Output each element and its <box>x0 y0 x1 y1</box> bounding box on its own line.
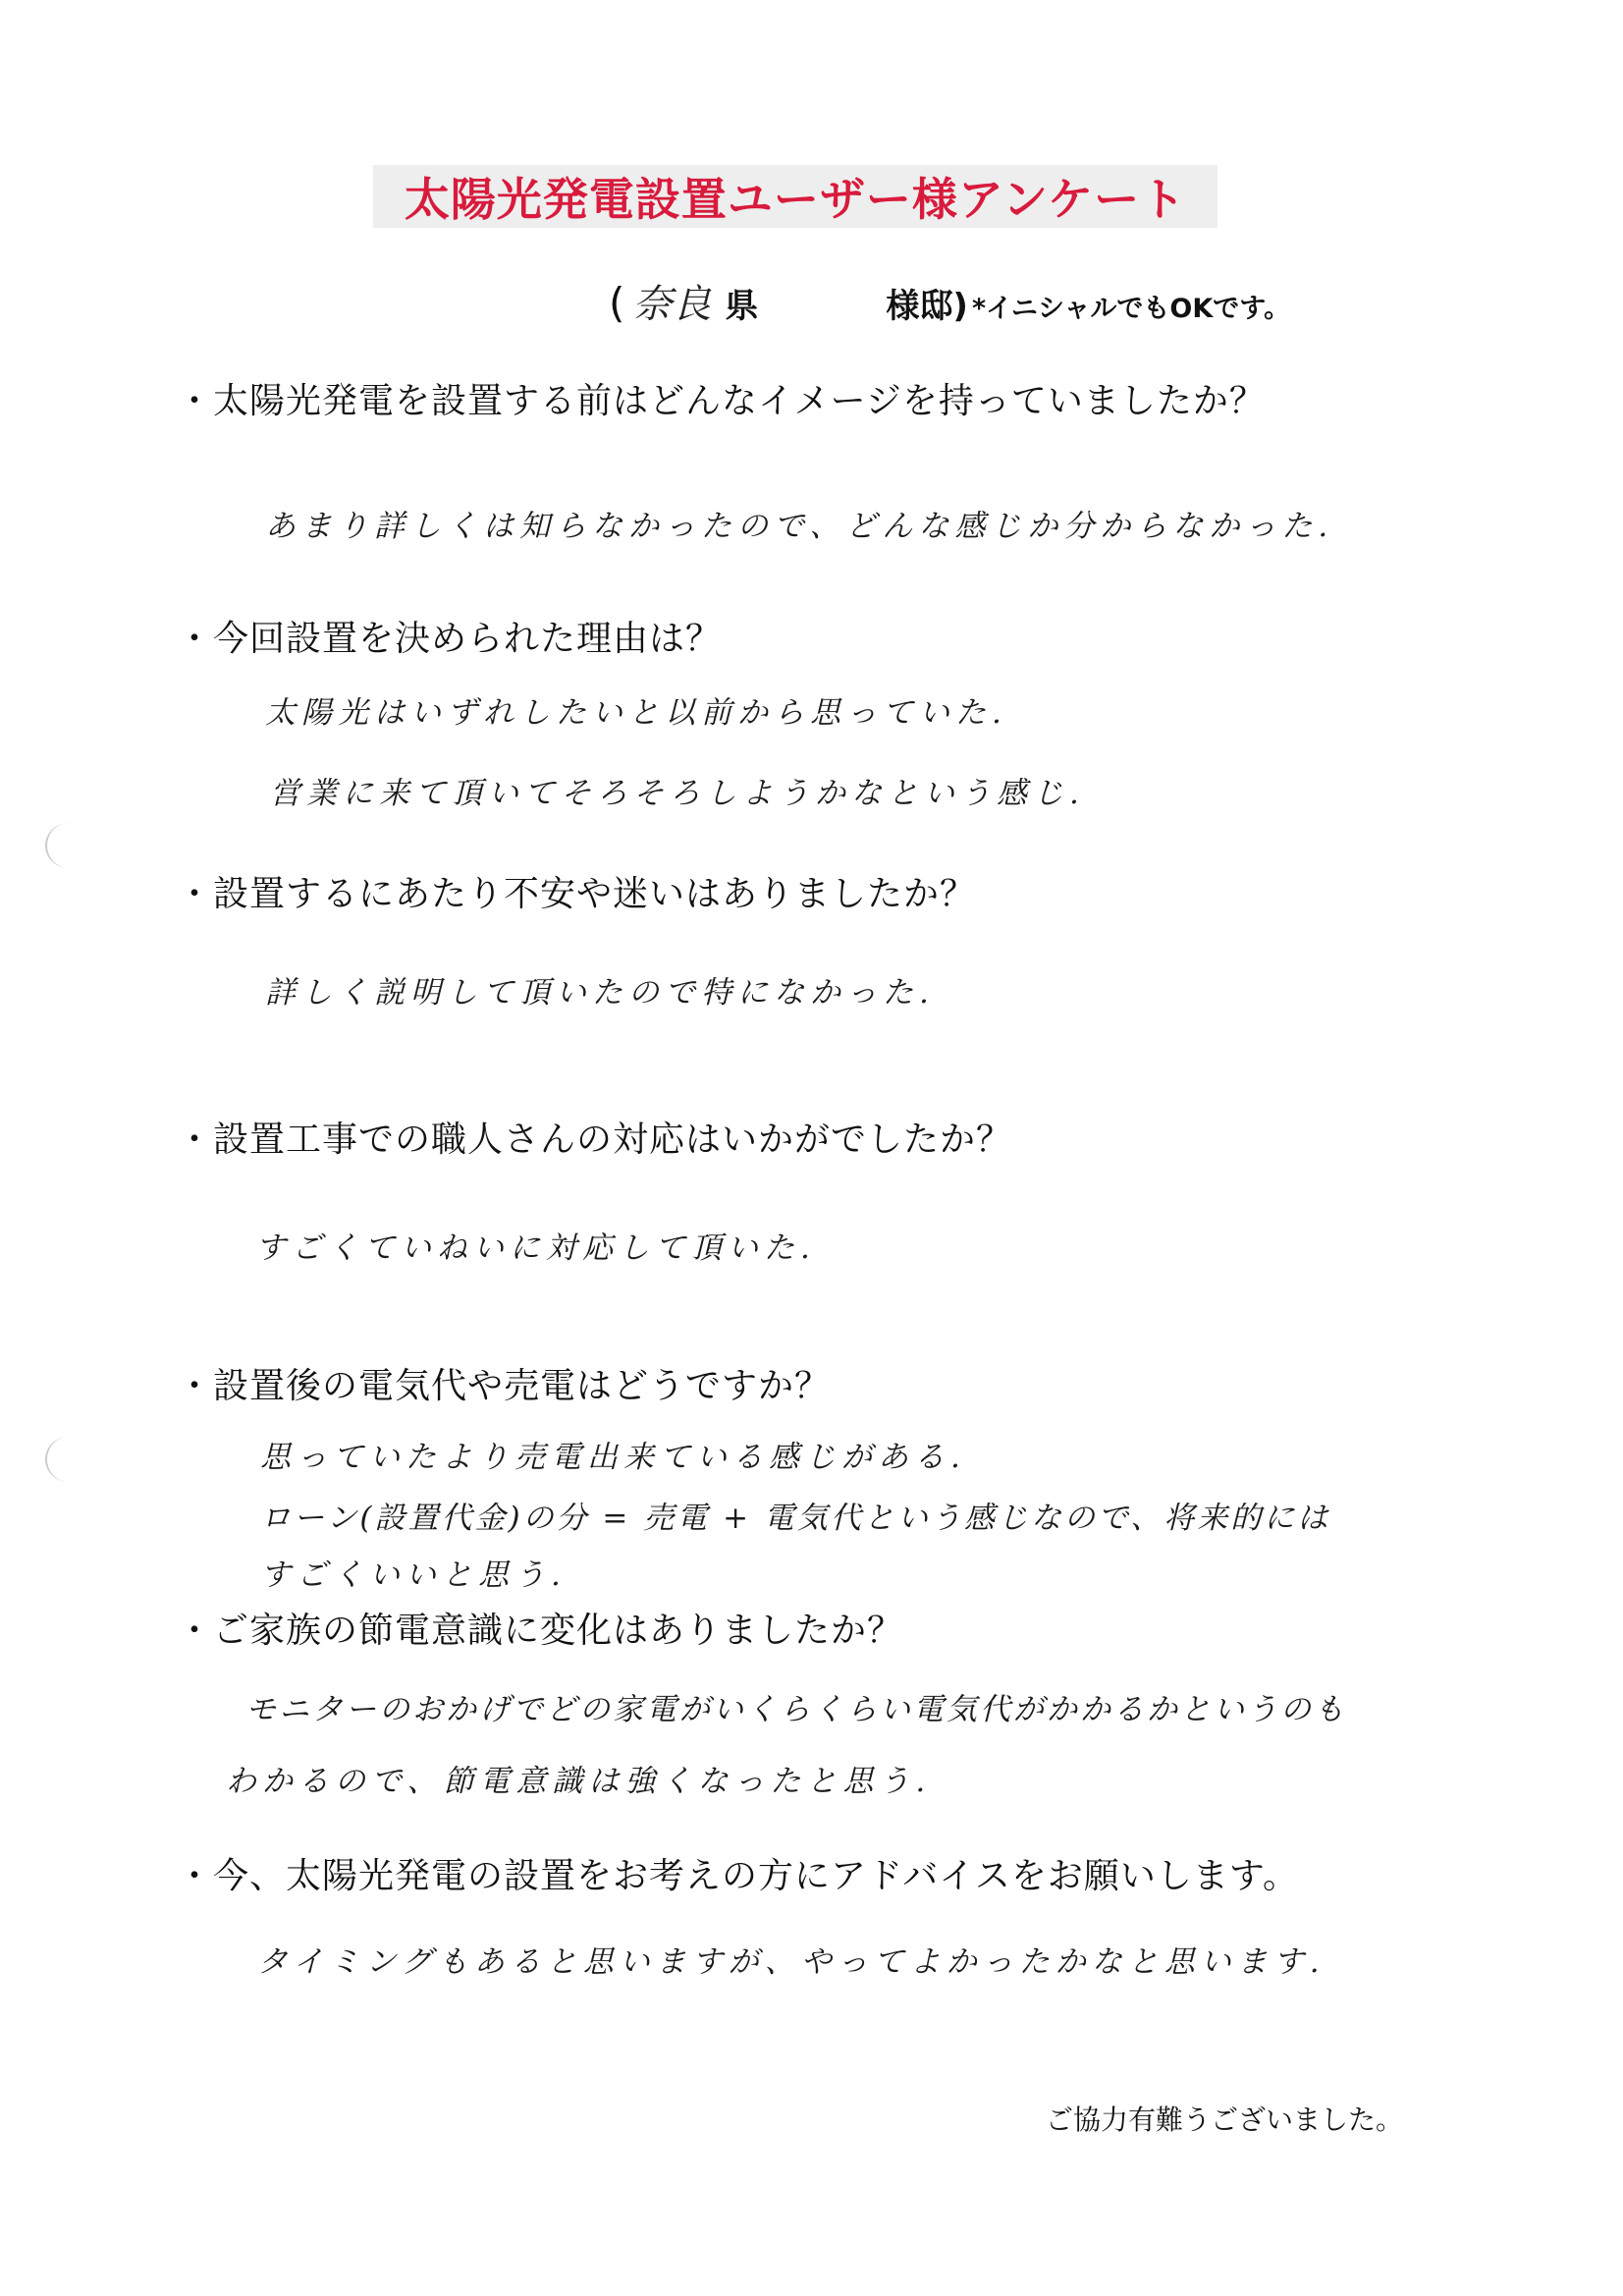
initial-note: *イニシャルでもOKです。 <box>971 294 1291 324</box>
question-6: ・ご家族の節電意識に変化はありましたか？ <box>177 1611 904 1651</box>
question-1: ・太陽光発電を設置する前はどんなイメージを持っていましたか？ <box>177 381 1266 421</box>
answer-5-line-1: 思っていたより売電出来ている感じがある. <box>260 1440 966 1475</box>
question-5: ・設置後の電気代や売電はどうですか？ <box>177 1366 832 1406</box>
question-7: ・今、太陽光発電の設置をお考えの方にアドバイスをお願いします。 <box>177 1856 1300 1896</box>
paren-open: ( <box>609 279 625 327</box>
prefecture-label: 県 <box>725 287 759 326</box>
household-label: 様邸) <box>886 287 968 326</box>
answer-2-line-2: 営業に来て頂いてそろそろしようかなという感じ. <box>270 776 1085 811</box>
punch-hole-bottom <box>45 1437 92 1482</box>
title-banner <box>373 165 1217 228</box>
answer-5-line-3: すごくいいと思う. <box>260 1558 567 1593</box>
answer-1-line-1: あまり詳しくは知らなかったので、どんな感じか分からなかった. <box>265 509 1334 544</box>
prefecture-handwritten: 奈良 <box>632 282 712 327</box>
question-3: ・設置するにあたり不安や迷いはありましたか？ <box>177 874 977 914</box>
question-4: ・設置工事での職人さんの対応はいかがでしたか？ <box>177 1120 1013 1160</box>
closing-thanks: ご協力有難うございました。 <box>1046 2104 1404 2136</box>
respondent-line <box>609 273 1290 329</box>
answer-6-line-2: わかるので、節電意識は強くなったと思う. <box>226 1764 932 1799</box>
answer-4-line-1: すごくていねいに対応して頂いた. <box>255 1230 816 1266</box>
page-title: 太陽光発電設置ユーザー様アンケート <box>404 173 1187 226</box>
answer-6-line-1: モニターのおかげでどの家電がいくらくらい電気代がかかるかというのも <box>245 1692 1347 1727</box>
question-2: ・今回設置を決められた理由は？ <box>177 619 723 659</box>
punch-hole-top <box>45 823 92 868</box>
answer-5-line-2: ローン(設置代金)の分 = 売電 + 電気代という感じなので、将来的には <box>260 1501 1331 1536</box>
answer-3-line-1: 詳しく説明して頂いたので特になかった. <box>265 975 935 1011</box>
answer-7-line-1: タイミングもあると思いますが、やってよかったかなと思います. <box>257 1944 1325 1980</box>
answer-2-line-1: 太陽光はいずれしたいと以前から思っていた. <box>265 695 1007 731</box>
